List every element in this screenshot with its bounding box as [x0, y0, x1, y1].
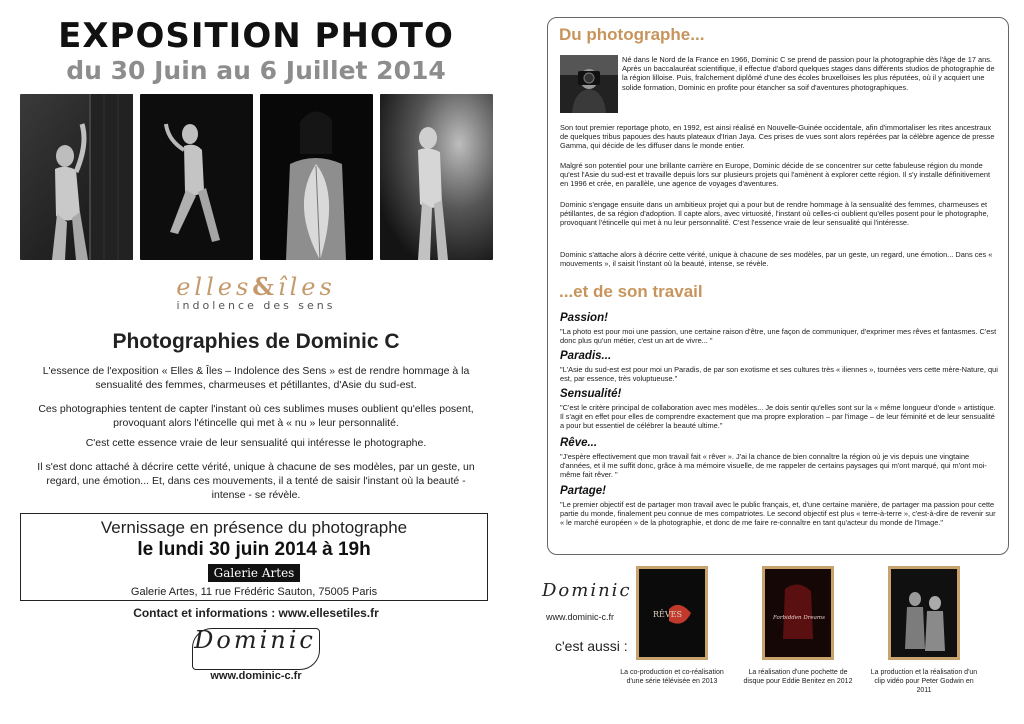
- vernissage-line-1: Vernissage en présence du photographe: [100, 518, 408, 537]
- bio-paragraph-3: Malgré son potentiel pour une brillante carrière en Europe, Dominic décide de se concentrer sur cette fabuleuse région du monde qu'est l'Asie du sud-est et travaille depuis lors sur plusieurs projets qui l'amènent à explorer cette région. Il s'y installe définitivement en 1996 et crée, en parallèle, une agence de voyages d'aventures.: [560, 161, 990, 189]
- photographer-heading: Photographies de Dominic C: [112, 330, 400, 353]
- music-video-caption: La production et la réalisation d'un clip vidéo pour Peter Godwin en 2011: [870, 669, 978, 694]
- reve-title: Rêve...: [560, 437, 598, 449]
- website-link-left[interactable]: www.dominic-c.fr: [210, 670, 302, 682]
- logo-brand-part-1: elles: [176, 273, 253, 301]
- intro-paragraph-2: Ces photographies tentent de capter l'instant où ces sublimes muses oublient qu'elles posent, provoquant alors l'étincelle qui met à « nu » leur personnalité.: [38, 403, 474, 429]
- logo-brand-part-2: îles: [277, 273, 336, 301]
- intro-paragraph-4: Il s'est donc attaché à décrire cette vérité, unique à chacune de ses modèles, par un geste, un regard, une émotion... Et, dans ces mouvements, il a tenté de saisir l'instant où la beauté - intense - se révèle.: [37, 461, 475, 501]
- signature-left: Dominic: [194, 626, 316, 654]
- photographer-portrait: [560, 55, 618, 113]
- passion-title: Passion!: [560, 312, 608, 324]
- intro-paragraph-1: L'essence de l'exposition « Elles & Îles – Indolence des Sens » est de rendre hommage à la sensualité des femmes, charmeuses et pétillantes, d'Asie du sud-est.: [42, 365, 470, 391]
- bio-paragraph-4: Dominic s'engage ensuite dans un ambitieux projet qui a pour but de rendre hommage à la sensualité des femmes, charmeuses et pétillantes, de sa région d'adoption. Il capte alors, avec virtuosité, l'instant où celles-ci oublient qu'elles posent pour le photographe, provoquant l'étincelle qui met à nu leur personnalité. C'est l'essence vraie de leur sensualité qui l'intéresse.: [560, 200, 989, 228]
- reve-quote: "J'espère effectivement que mon travail fait « rêver ». J'ai la chance de bien connaître la région où je vis depuis une vingtaine d'années, et il me suffit donc, grâce à ma mémoire visuelle, de me rappeler de certains paysages qui m'ont marqué, qui m'ont moi-même fait rêver. ": [560, 452, 987, 480]
- passion-quote: "La photo est pour moi une passion, une certaine raison d'être, une façon de communiquer, d'exprimer mes rêves et fantasmes. C'est donc plus qu'un métier, c'est un art de vivre... ": [560, 327, 997, 346]
- sensualite-quote: "C'est le critère principal de collaboration avec mes modèles... Je dois sentir qu'elles sont sur la « même longueur d'onde » artistique. Il s'agit en effet pour elles de comprendre exactement que ma propre exploration – par l'image – de leur féminité et de leur sensualité a pour but essentiel de célébrer la beauté ultime.": [560, 403, 996, 431]
- exhibition-dates: du 30 Juin au 6 Juillet 2014: [66, 56, 446, 85]
- elles-et-iles-logo: [0, 272, 512, 312]
- vernissage-box: [20, 513, 488, 601]
- intro-paragraph-3: C'est cette essence vraie de leur sensualité qui intéresse le photographe.: [85, 437, 427, 449]
- exhibition-photo-1: [20, 94, 133, 260]
- logo-tagline: indolence des sens: [176, 299, 336, 312]
- partage-quote: "Le premier objectif est de partager mon travail avec le public français, et, d'une certaine manière, de partager ma passion pour cette partie du monde, finalement peu connue de mes compatriotes. Le second objectif est plus « terre-à-terre », c'est-à-dire de revenir sur « le marché européen » de la photographie, et donc de me faire re-connaître en tant qu'acteur du monde de l'Image.": [560, 500, 996, 528]
- c-est-aussi-label: c'est aussi :: [555, 638, 628, 654]
- galerie-artes-logo: Galerie Artes: [208, 564, 301, 582]
- album-cover-caption: La réalisation d'une pochette de disque pour Eddie Benitez en 2012: [743, 669, 853, 685]
- paradis-quote: "L'Asie du sud-est est pour moi un Paradis, de par son exotisme et ses cultures très « iliennes », tournées vers cette mère-Nature, qui est, par essence, très voluptueuse.": [560, 365, 998, 384]
- forbidden-dreams-text: Forbidden Dreams: [773, 615, 825, 621]
- work-heading: ...et de son travail: [559, 282, 703, 301]
- bio-paragraph-2: Son tout premier reportage photo, en 1992, est ainsi réalisé en Nouvelle-Guinée occidentale, afin d'immortaliser les rites ancestraux de quelques tribus papoues des hauts plateaux d'Irian Jaya. Ces prises de vues sont alors repérées par la célèbre agence de presse Gamma, qui décide de les diffuser dans le monde entier.: [560, 123, 995, 151]
- contact-info: Contact et informations : www.ellesetiles.fr: [133, 606, 379, 620]
- gallery-address: Galerie Artes, 11 rue Frédéric Sauton, 75005 Paris: [130, 586, 378, 598]
- logo-ampersand: &: [252, 272, 278, 301]
- exhibition-photo-4: [380, 94, 493, 260]
- album-cover-thumbnail: [762, 566, 834, 660]
- rev-title-text: RÊVES: [653, 610, 682, 619]
- exhibition-photo-3: [260, 94, 373, 260]
- tv-series-thumbnail: [636, 566, 708, 660]
- sensualite-title: Sensualité!: [560, 388, 622, 400]
- bio-paragraph-5: Dominic s'attache alors à décrire cette vérité, unique à chacune de ses modèles, par un geste, un regard, une émotion... Dans ces « mouvements », il saisit l'instant où la beauté, intense, se révèle.: [560, 250, 993, 269]
- partage-title: Partage!: [560, 485, 607, 497]
- paradis-title: Paradis...: [560, 350, 612, 362]
- bio-paragraph-1: Né dans le Nord de la France en 1966, Dominic C se prend de passion pour la photographie dès l'âge de 17 ans. Après un baccalauréat scientifique, il effectue d'abord quelques stages dans différents studios de photographie de la région lilloise. Puis, fraîchement diplômé d'une des écoles bruxelloises les plus réputées, où il y acquiert une solide formation, Dominic en profite pour étancher sa soif d'aventures photographiques.: [622, 55, 995, 92]
- bio-heading: Du photographe...: [559, 25, 705, 44]
- tv-series-caption: La co-production et co-réalisation d'une série télévisée en 2013: [620, 669, 724, 685]
- music-video-thumbnail: [888, 566, 960, 660]
- vernissage-date: le lundi 30 juin 2014 à 19h: [137, 539, 371, 560]
- signature-right: Dominic: [542, 580, 632, 601]
- exhibition-photo-2: [140, 94, 253, 260]
- website-link-right[interactable]: www.dominic-c.fr: [546, 612, 615, 622]
- exhibition-title: EXPOSITION PHOTO: [58, 16, 454, 56]
